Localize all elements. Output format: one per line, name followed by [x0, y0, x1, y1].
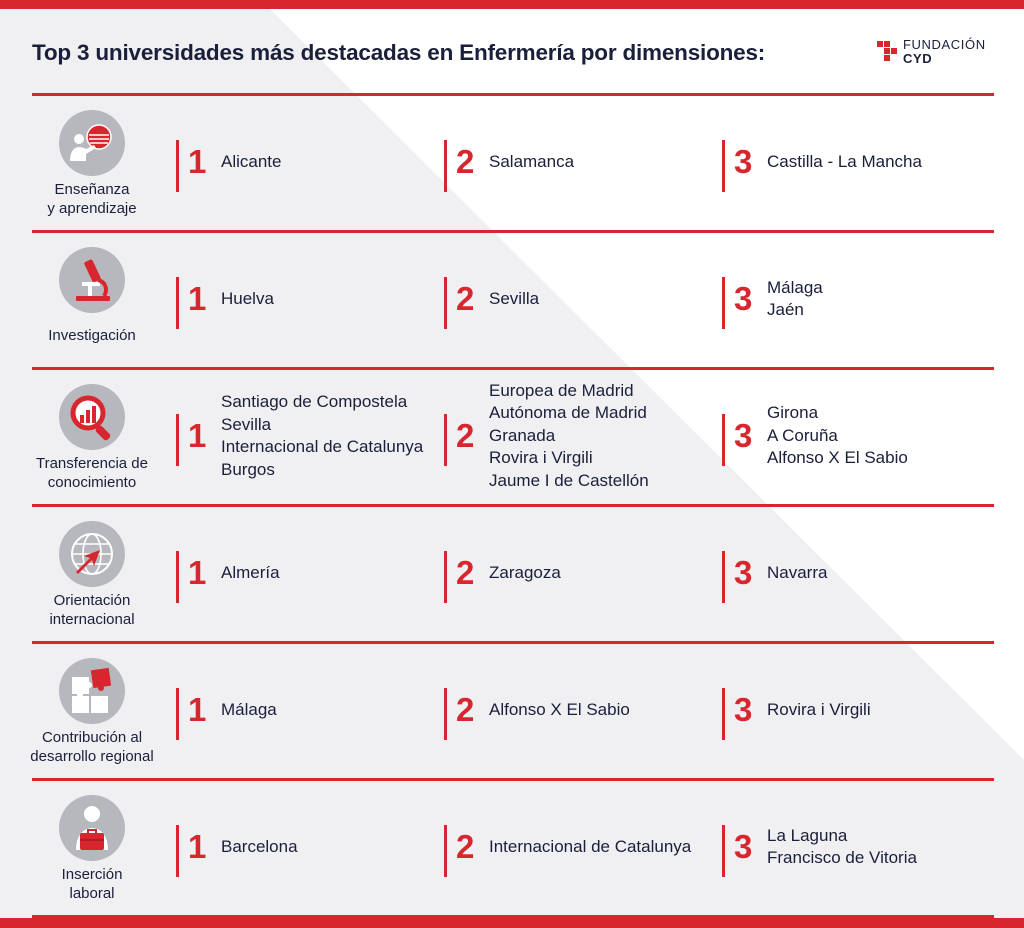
- rank-divider: [444, 140, 447, 192]
- rank-divider: [444, 277, 447, 329]
- dimension-label-line: laboral: [69, 885, 115, 902]
- rank-divider: [444, 414, 447, 466]
- university-name: Málaga: [767, 277, 823, 297]
- university-name: Girona: [767, 403, 819, 423]
- dimension-label-line: Orientación: [53, 592, 131, 609]
- person-briefcase-icon: [59, 795, 125, 861]
- teacher-board-icon: [59, 110, 125, 176]
- dimension-cell: [0, 369, 184, 503]
- rank-number: 3: [734, 143, 753, 180]
- dimension-label: [0, 865, 184, 903]
- dimension-label-line: y aprendizaje: [47, 200, 137, 217]
- dimension-label: [0, 180, 184, 218]
- university-name: Rovira i Virgili: [767, 699, 871, 719]
- dimension-label-line: Transferencia de: [35, 455, 148, 472]
- rank-number: 3: [734, 691, 753, 728]
- university-name: Internacional de Catalunya: [489, 836, 692, 856]
- university-list: [221, 780, 298, 914]
- rank-number: 2: [456, 417, 475, 454]
- rank-divider: [176, 140, 179, 192]
- university-name: Barcelona: [221, 836, 298, 856]
- university-name: Francisco de Vitoria: [767, 848, 917, 867]
- university-list: [221, 643, 277, 777]
- rank-number: 1: [188, 828, 207, 865]
- university-name: Alfonso X El Sabio: [489, 699, 630, 719]
- dimension-cell: [0, 780, 184, 914]
- university-name: Alicante: [221, 151, 282, 171]
- university-name: Internacional de Catalunya: [221, 437, 424, 456]
- rank-number: 2: [456, 280, 475, 317]
- university-list: [489, 780, 691, 914]
- rank-number: 3: [734, 554, 753, 591]
- rank-number: 2: [456, 691, 475, 728]
- dimension-label-line: Contribución al: [41, 729, 143, 746]
- dimension-row: [0, 369, 1024, 503]
- university-name: Sevilla: [489, 288, 540, 308]
- dimension-cell: [0, 506, 184, 640]
- rank-divider: [722, 825, 725, 877]
- rank-number: 3: [734, 828, 753, 865]
- logo-line-1: FUNDACIÓN: [903, 37, 986, 52]
- dimension-label: [0, 591, 184, 629]
- university-list: [221, 232, 274, 366]
- university-name: Sevilla: [221, 414, 272, 434]
- university-list: [489, 369, 649, 503]
- dimension-label-line: Inserción: [61, 866, 123, 883]
- rank-number: 2: [456, 143, 475, 180]
- dimension-row: [0, 643, 1024, 777]
- microscope-icon: [59, 247, 125, 313]
- university-name: Autónoma de Madrid: [489, 403, 647, 423]
- university-list: [767, 780, 917, 914]
- rank-divider: [444, 825, 447, 877]
- university-name: Jaén: [767, 300, 804, 319]
- dimension-cell: [0, 95, 184, 229]
- university-list: [767, 95, 922, 229]
- rank-divider: [176, 688, 179, 740]
- rank-divider: [722, 140, 725, 192]
- dimension-cell: [0, 232, 184, 366]
- university-name: Santiago de Compostela: [221, 392, 408, 411]
- university-list: [767, 643, 871, 777]
- university-list: [489, 232, 539, 366]
- dimension-label: [0, 326, 184, 345]
- rank-divider: [176, 277, 179, 329]
- university-name: Navarra: [767, 562, 828, 582]
- dimension-label-line: conocimiento: [47, 474, 137, 491]
- page-title: Top 3 universidades más destacadas en Enfermería por dimensiones:: [32, 40, 766, 65]
- rank-number: 1: [188, 554, 207, 591]
- dimension-label-line: internacional: [49, 611, 135, 628]
- university-list: [221, 369, 423, 503]
- university-name: Salamanca: [489, 151, 575, 171]
- rank-number: 3: [734, 280, 753, 317]
- university-name: Alfonso X El Sabio: [767, 448, 908, 468]
- university-name: Rovira i Virgili: [489, 448, 593, 468]
- university-name: Jaume I de Castellón: [489, 470, 649, 490]
- rank-divider: [444, 551, 447, 603]
- dimension-row: [0, 506, 1024, 640]
- dimension-label-line: Enseñanza: [54, 181, 130, 198]
- dimension-row: [0, 232, 1024, 366]
- globe-arrow-icon: [59, 521, 125, 587]
- rank-divider: [444, 688, 447, 740]
- dimension-label-line: Investigación: [48, 327, 136, 344]
- rank-number: 3: [734, 417, 753, 454]
- university-name: Burgos: [221, 459, 275, 479]
- rank-divider: [722, 414, 725, 466]
- university-list: [221, 95, 281, 229]
- university-name: Huelva: [221, 288, 274, 308]
- university-name: Europea de Madrid: [489, 380, 634, 400]
- dimension-label-line: desarrollo regional: [30, 748, 154, 765]
- university-list: [489, 506, 561, 640]
- dimension-label: [0, 454, 184, 492]
- university-name: Granada: [489, 425, 556, 445]
- university-list: [489, 643, 630, 777]
- rank-number: 1: [188, 280, 207, 317]
- rank-number: 1: [188, 417, 207, 454]
- university-list: [767, 506, 827, 640]
- university-name: Almería: [221, 562, 280, 582]
- rank-divider: [722, 551, 725, 603]
- rank-divider: [176, 414, 179, 466]
- dimension-row: [0, 95, 1024, 229]
- rank-divider: [722, 688, 725, 740]
- top-accent-bar: [0, 0, 1024, 9]
- university-name: Castilla - La Mancha: [767, 151, 922, 171]
- university-list: [221, 506, 280, 640]
- bottom-accent-bar: [0, 918, 1024, 928]
- dimension-row: [0, 780, 1024, 914]
- rank-number: 2: [456, 554, 475, 591]
- university-name: Zaragoza: [489, 562, 561, 582]
- university-list: [489, 95, 574, 229]
- dimension-label: [0, 728, 184, 766]
- university-list: [767, 369, 908, 503]
- fundacion-cyd-logo: [877, 38, 986, 65]
- dimension-cell: [0, 643, 184, 777]
- rank-number: 1: [188, 143, 207, 180]
- rank-divider: [722, 277, 725, 329]
- puzzle-icon: [59, 658, 125, 724]
- university-name: La Laguna: [767, 825, 848, 845]
- logo-squares-icon: [877, 41, 897, 61]
- rank-divider: [176, 825, 179, 877]
- university-name: Málaga: [221, 699, 277, 719]
- rank-number: 1: [188, 691, 207, 728]
- rank-divider: [176, 551, 179, 603]
- rank-number: 2: [456, 828, 475, 865]
- university-name: A Coruña: [767, 425, 838, 445]
- university-list: [767, 232, 823, 366]
- logo-line-2: CYD: [903, 51, 933, 66]
- magnifier-chart-icon: [59, 384, 125, 450]
